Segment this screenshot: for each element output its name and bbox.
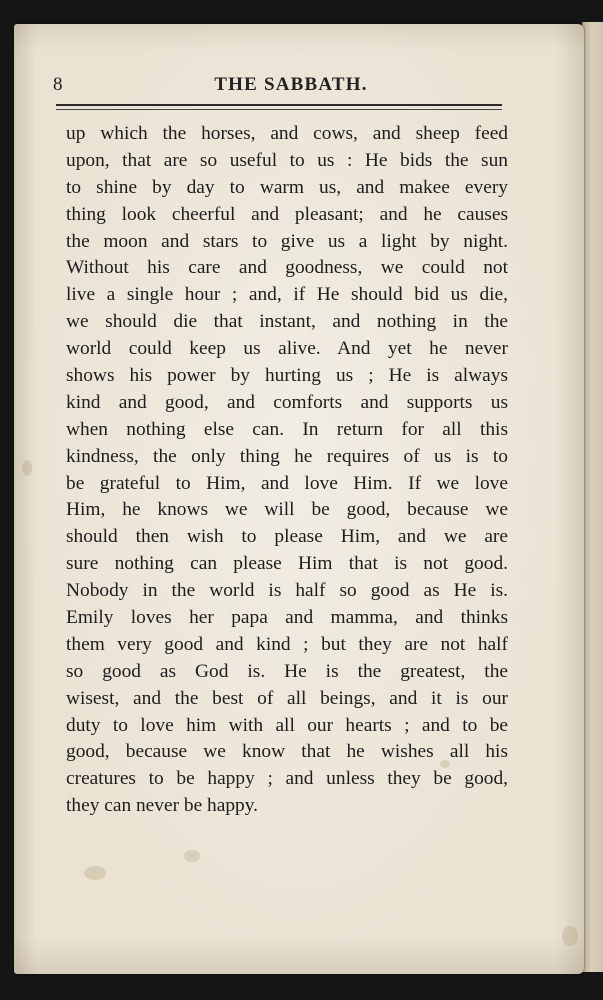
text-line: creatures to be happy ; and unless they be good, xyxy=(66,768,508,790)
text-line: world could keep us alive. And yet he never xyxy=(66,338,508,360)
text-line: Him, he knows we will be good, because we xyxy=(66,499,508,521)
text-line: the moon and stars to give us a light by night. xyxy=(66,230,508,252)
text-line: wisest, and the best of all beings, and it is our xyxy=(66,687,508,709)
text-line: duty to love him with all our hearts ; and to be xyxy=(66,714,508,736)
paper-stain xyxy=(84,866,106,880)
paper-stain xyxy=(22,460,32,476)
text-line: kindness, the only thing he requires of us is to xyxy=(66,445,508,467)
text-line: them very good and kind ; but they are not half xyxy=(66,633,508,655)
text-line: upon, that are so useful to us : He bids the sun xyxy=(66,149,508,171)
text-line: Without his care and goodness, we could not xyxy=(66,257,508,279)
text-line: thing look cheerful and pleasant; and he causes xyxy=(66,203,508,225)
text-line: be grateful to Him, and love Him. If we love xyxy=(66,472,508,494)
text-line: so good as God is. He is the greatest, the xyxy=(66,660,508,682)
text-line: should then wish to please Him, and we are xyxy=(66,526,508,548)
header-rule-thin xyxy=(56,109,502,110)
text-line: kind and good, and comforts and supports us xyxy=(66,391,508,413)
text-line: shows his power by hurting us ; He is always xyxy=(66,365,508,387)
text-line: live a single hour ; and, if He should bid us die, xyxy=(66,284,508,306)
paper-stain xyxy=(562,926,578,946)
text-line: good, because we know that he wishes all his xyxy=(66,741,508,763)
text-line: sure nothing can please Him that is not good. xyxy=(66,553,508,575)
text-line: Nobody in the world is half so good as He is. xyxy=(66,580,508,602)
text-line: they can never be happy. xyxy=(66,795,259,817)
paper-stain xyxy=(184,850,200,862)
adjacent-page-edge xyxy=(582,22,603,972)
text-line: to shine by day to warm us, and makee every xyxy=(66,176,508,198)
body-text xyxy=(66,121,508,820)
text-line: Emily loves her papa and mamma, and thinks xyxy=(66,607,508,629)
header-rule-thick xyxy=(56,104,502,106)
text-line: up which the horses, and cows, and sheep feed xyxy=(66,123,508,144)
page-number: 8 xyxy=(53,74,63,95)
text-line: we should die that instant, and nothing in the xyxy=(66,311,508,333)
page-header xyxy=(50,54,506,94)
running-title: THE SABBATH. xyxy=(214,74,368,95)
text-line: when nothing else can. In return for all this xyxy=(66,418,508,440)
